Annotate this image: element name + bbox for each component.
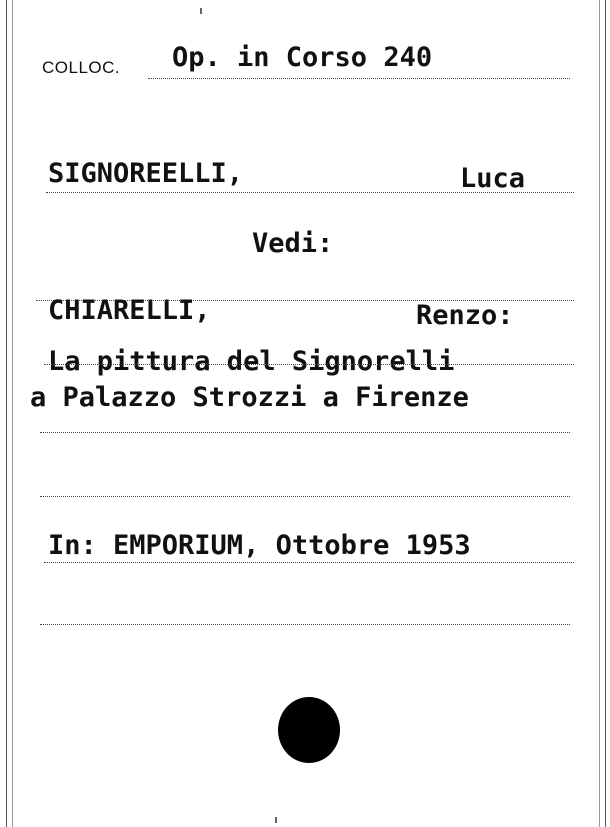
colloc-label: COLLOC.	[42, 58, 121, 77]
colloc-value: Op. in Corso 240	[172, 42, 433, 73]
source-line: In: EMPORIUM, Ottobre 1953	[48, 530, 471, 561]
top-tick	[200, 8, 202, 14]
rule-blank-2	[40, 496, 570, 497]
ref-surname: CHIARELLI,	[48, 295, 211, 326]
title-line-1: La pittura del Signorelli	[48, 346, 455, 377]
card-border-right	[605, 0, 606, 827]
rule-colloc	[148, 78, 570, 79]
bottom-tick	[275, 817, 277, 823]
rule-blank-3	[40, 624, 570, 625]
card-border-left	[6, 0, 7, 827]
rule-author	[46, 192, 574, 193]
title-line-2: a Palazzo Strozzi a Firenze	[30, 382, 469, 413]
card-border-left-inner	[12, 0, 13, 827]
ref-name: Renzo:	[416, 300, 514, 331]
author-name: Luca	[460, 163, 526, 194]
rule-source	[44, 562, 574, 563]
rule-title	[44, 364, 574, 365]
card-border-right-inner	[599, 0, 600, 827]
rule-blank-1	[40, 432, 570, 433]
punch-hole	[278, 697, 340, 763]
see-label: Vedi:	[252, 228, 334, 259]
author-surname: SIGNOREELLI,	[48, 158, 244, 189]
